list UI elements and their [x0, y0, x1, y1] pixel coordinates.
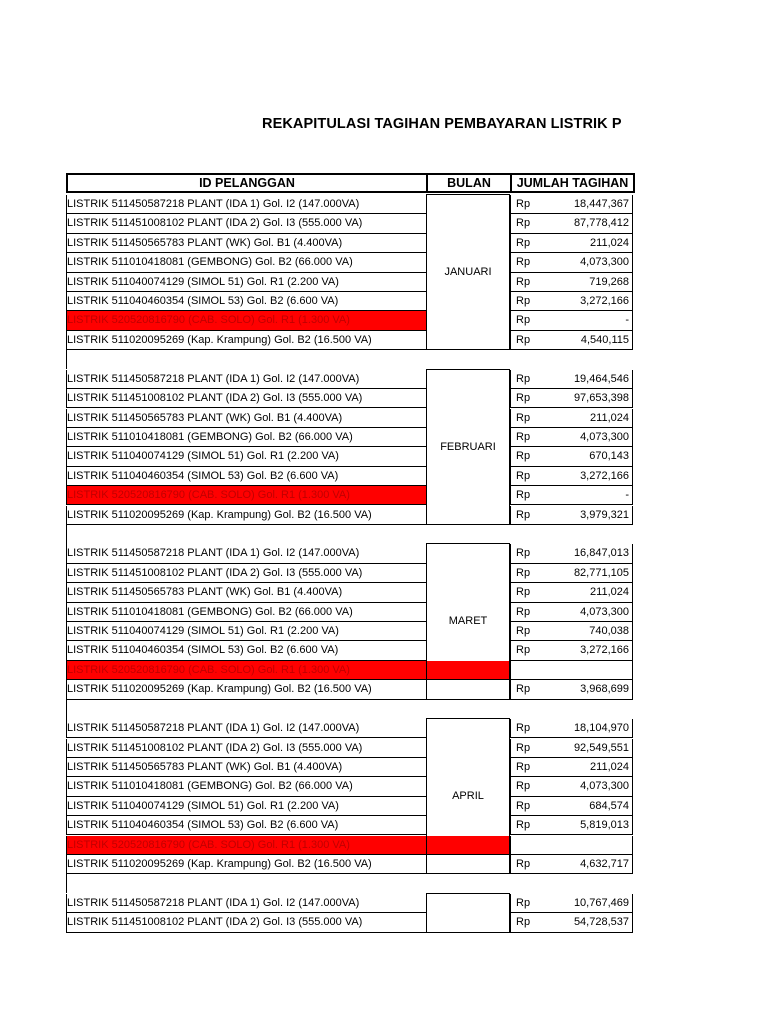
- amount-value: 211,024: [590, 236, 629, 249]
- customer-id-cell: LISTRIK 511040074129 (SIMOL 51) Gol. R1 (2.200 VA): [66, 622, 426, 641]
- amount-value: 97,653,398: [573, 392, 629, 405]
- amount-value: 92,549,551: [573, 741, 629, 754]
- currency-label: Rp: [516, 256, 531, 269]
- currency-label: Rp: [516, 489, 531, 502]
- amount-value: 4,073,300: [580, 605, 629, 618]
- customer-id-cell: LISTRIK 511020095269 (Kap. Krampung) Gol. B2 (16.500 VA): [66, 506, 426, 525]
- customer-id-cell: LISTRIK 511450565783 PLANT (WK) Gol. B1 (4.400VA): [66, 234, 426, 253]
- amount-cell: [510, 467, 633, 486]
- page-title: REKAPITULASI TAGIHAN PEMBAYARAN LISTRIK P: [262, 116, 622, 132]
- amount-cell: [510, 894, 633, 913]
- customer-id-cell: LISTRIK 520520816790 (CAB. SOLO) Gol. R1 (1.300 VA): [66, 311, 426, 330]
- currency-label: Rp: [516, 333, 531, 346]
- amount-value: 670,143: [589, 450, 629, 463]
- customer-id-cell: LISTRIK 511040460354 (SIMOL 53) Gol. B2 (6.600 VA): [66, 292, 426, 311]
- amount-cell: [510, 797, 633, 816]
- currency-label: Rp: [516, 625, 531, 637]
- amount-cell: [510, 544, 633, 563]
- amount-value: 3,272,166: [580, 469, 629, 482]
- group-spacer: [66, 350, 633, 369]
- amount-cell: [510, 273, 633, 292]
- customer-id-cell: LISTRIK 511040074129 (SIMOL 51) Gol. R1 (2.200 VA): [66, 273, 426, 292]
- group-spacer: [66, 525, 633, 544]
- currency-label: Rp: [516, 586, 531, 599]
- amount-value: 740,038: [589, 625, 629, 637]
- customer-id-cell: LISTRIK 511040460354 (SIMOL 53) Gol. B2 (6.600 VA): [66, 816, 426, 835]
- amount-cell: [510, 816, 633, 835]
- customer-id-cell: LISTRIK 511450587218 PLANT (IDA 1) Gol. I2 (147.000VA): [66, 370, 426, 389]
- amount-value: 18,447,367: [573, 198, 629, 210]
- currency-label: Rp: [516, 508, 531, 521]
- currency-label: Rp: [516, 741, 531, 754]
- customer-id-cell: LISTRIK 511450587218 PLANT (IDA 1) Gol. I2 (147.000VA): [66, 719, 426, 738]
- customer-id-cell: LISTRIK 511450565783 PLANT (WK) Gol. B1 (4.400VA): [66, 583, 426, 602]
- amount-cell: [510, 603, 633, 622]
- amount-value: 684,574: [589, 799, 629, 812]
- currency-label: Rp: [516, 198, 531, 210]
- customer-id-cell: LISTRIK 511450565783 PLANT (WK) Gol. B1 (4.400VA): [66, 409, 426, 428]
- month-cell: JANUARI: [426, 194, 510, 350]
- customer-id-cell: LISTRIK 511010418081 (GEMBONG) Gol. B2 (66.000 VA): [66, 428, 426, 447]
- amount-value: 3,272,166: [580, 644, 629, 657]
- amount-cell: [510, 777, 633, 796]
- amount-value: 4,632,717: [580, 857, 629, 870]
- amount-cell: [510, 758, 633, 777]
- amount-cell: [510, 855, 633, 874]
- customer-id-cell: LISTRIK 511020095269 (Kap. Krampung) Gol. B2 (16.500 VA): [66, 855, 426, 874]
- amount-cell: [510, 913, 633, 932]
- amount-value: 719,268: [589, 275, 629, 288]
- currency-label: Rp: [516, 605, 531, 618]
- amount-cell: [510, 234, 633, 253]
- month-cell: APRIL: [426, 718, 510, 874]
- currency-label: Rp: [516, 392, 531, 405]
- customer-id-cell: LISTRIK 511451008102 PLANT (IDA 2) Gol. I3 (555.000 VA): [66, 214, 426, 233]
- group-spacer: [66, 700, 633, 719]
- amount-cell: [510, 836, 633, 855]
- amount-value: 10,767,469: [573, 896, 629, 909]
- amount-cell: [510, 331, 633, 350]
- month-cell: FEBRUARI: [426, 369, 510, 525]
- amount-cell: [510, 428, 633, 447]
- amount-cell: [510, 564, 633, 583]
- header-jumlah-tagihan: JUMLAH TAGIHAN: [510, 173, 635, 193]
- currency-label: Rp: [516, 372, 531, 385]
- amount-value: 3,979,321: [580, 508, 629, 521]
- amount-cell: [510, 661, 633, 680]
- header-id-pelanggan: ID PELANGGAN: [66, 173, 426, 193]
- customer-id-cell: LISTRIK 520520816790 (CAB. SOLO) Gol. R1 (1.300 VA): [66, 661, 510, 680]
- amount-value: 211,024: [590, 586, 629, 599]
- customer-id-cell: LISTRIK 511020095269 (Kap. Krampung) Gol. B2 (16.500 VA): [66, 331, 426, 350]
- currency-label: Rp: [516, 236, 531, 249]
- currency-label: Rp: [516, 896, 531, 909]
- header-bulan: BULAN: [426, 173, 510, 193]
- currency-label: Rp: [516, 566, 531, 579]
- customer-id-cell: LISTRIK 511010418081 (GEMBONG) Gol. B2 (66.000 VA): [66, 253, 426, 272]
- customer-id-cell: LISTRIK 511450565783 PLANT (WK) Gol. B1 (4.400VA): [66, 758, 426, 777]
- customer-id-cell: LISTRIK 511010418081 (GEMBONG) Gol. B2 (66.000 VA): [66, 777, 426, 796]
- amount-cell: [510, 311, 633, 330]
- currency-label: Rp: [516, 683, 531, 696]
- amount-cell: [510, 486, 633, 505]
- currency-label: Rp: [516, 411, 531, 424]
- currency-label: Rp: [516, 295, 531, 307]
- amount-value: 4,073,300: [580, 256, 629, 269]
- amount-value: 4,540,115: [580, 333, 629, 346]
- amount-value: 211,024: [590, 411, 629, 424]
- currency-label: Rp: [516, 217, 531, 230]
- amount-value: 211,024: [590, 760, 629, 773]
- amount-cell: [510, 622, 633, 641]
- currency-label: Rp: [516, 450, 531, 463]
- currency-label: Rp: [516, 819, 531, 832]
- amount-value: 19,464,546: [573, 372, 629, 385]
- customer-id-cell: LISTRIK 511040074129 (SIMOL 51) Gol. R1 (2.200 VA): [66, 797, 426, 816]
- customer-id-cell: LISTRIK 511040460354 (SIMOL 53) Gol. B2 (6.600 VA): [66, 467, 426, 486]
- amount-cell: [510, 719, 633, 738]
- currency-label: Rp: [516, 857, 531, 870]
- customer-id-cell: LISTRIK 520520816790 (CAB. SOLO) Gol. R1 (1.300 VA): [66, 486, 426, 505]
- customer-id-cell: LISTRIK 511450587218 PLANT (IDA 1) Gol. I2 (147.000VA): [66, 195, 426, 214]
- amount-cell: [510, 253, 633, 272]
- currency-label: Rp: [516, 275, 531, 288]
- amount-cell: [510, 506, 633, 525]
- amount-cell: [510, 214, 633, 233]
- currency-label: Rp: [516, 547, 531, 560]
- month-cell: [426, 893, 510, 933]
- currency-label: Rp: [516, 644, 531, 657]
- amount-cell: [510, 370, 633, 389]
- currency-label: Rp: [516, 780, 531, 793]
- amount-value: 87,778,412: [573, 217, 629, 230]
- amount-value: 3,272,166: [580, 295, 629, 307]
- month-cell: MARET: [426, 543, 510, 699]
- amount-value: -: [625, 314, 629, 327]
- currency-label: Rp: [516, 314, 531, 327]
- amount-cell: [510, 739, 633, 758]
- amount-value: -: [625, 489, 629, 502]
- currency-label: Rp: [516, 760, 531, 773]
- amount-value: 16,847,013: [573, 547, 629, 560]
- customer-id-cell: LISTRIK 511451008102 PLANT (IDA 2) Gol. I3 (555.000 VA): [66, 389, 426, 408]
- customer-id-cell: LISTRIK 511040074129 (SIMOL 51) Gol. R1 (2.200 VA): [66, 447, 426, 466]
- currency-label: Rp: [516, 799, 531, 812]
- amount-cell: [510, 195, 633, 214]
- customer-id-cell: LISTRIK 511010418081 (GEMBONG) Gol. B2 (66.000 VA): [66, 603, 426, 622]
- currency-label: Rp: [516, 469, 531, 482]
- customer-id-cell: LISTRIK 511450587218 PLANT (IDA 1) Gol. I2 (147.000VA): [66, 544, 426, 563]
- amount-value: 82,771,105: [573, 566, 629, 579]
- customer-id-cell: LISTRIK 520520816790 (CAB. SOLO) Gol. R1 (1.300 VA): [66, 836, 510, 855]
- amount-cell: [510, 389, 633, 408]
- customer-id-cell: LISTRIK 511040460354 (SIMOL 53) Gol. B2 (6.600 VA): [66, 641, 426, 660]
- customer-id-cell: LISTRIK 511451008102 PLANT (IDA 2) Gol. I3 (555.000 VA): [66, 564, 426, 583]
- group-spacer: [66, 874, 633, 893]
- amount-cell: [510, 292, 633, 311]
- amount-cell: [510, 583, 633, 602]
- amount-value: 4,073,300: [580, 780, 629, 793]
- amount-cell: [510, 641, 633, 660]
- amount-value: 3,968,699: [580, 683, 629, 696]
- amount-cell: [510, 409, 633, 428]
- amount-value: 4,073,300: [580, 430, 629, 443]
- amount-cell: [510, 447, 633, 466]
- currency-label: Rp: [516, 916, 531, 929]
- customer-id-cell: LISTRIK 511451008102 PLANT (IDA 2) Gol. I3 (555.000 VA): [66, 739, 426, 758]
- amount-value: 5,819,013: [580, 819, 629, 832]
- customer-id-cell: LISTRIK 511020095269 (Kap. Krampung) Gol. B2 (16.500 VA): [66, 680, 426, 699]
- amount-value: 18,104,970: [573, 722, 629, 735]
- customer-id-cell: LISTRIK 511451008102 PLANT (IDA 2) Gol. I3 (555.000 VA): [66, 913, 426, 932]
- customer-id-cell: LISTRIK 511450587218 PLANT (IDA 1) Gol. I2 (147.000VA): [66, 894, 426, 913]
- amount-cell: [510, 680, 633, 699]
- currency-label: Rp: [516, 430, 531, 443]
- currency-label: Rp: [516, 722, 531, 735]
- amount-value: 54,728,537: [573, 916, 629, 929]
